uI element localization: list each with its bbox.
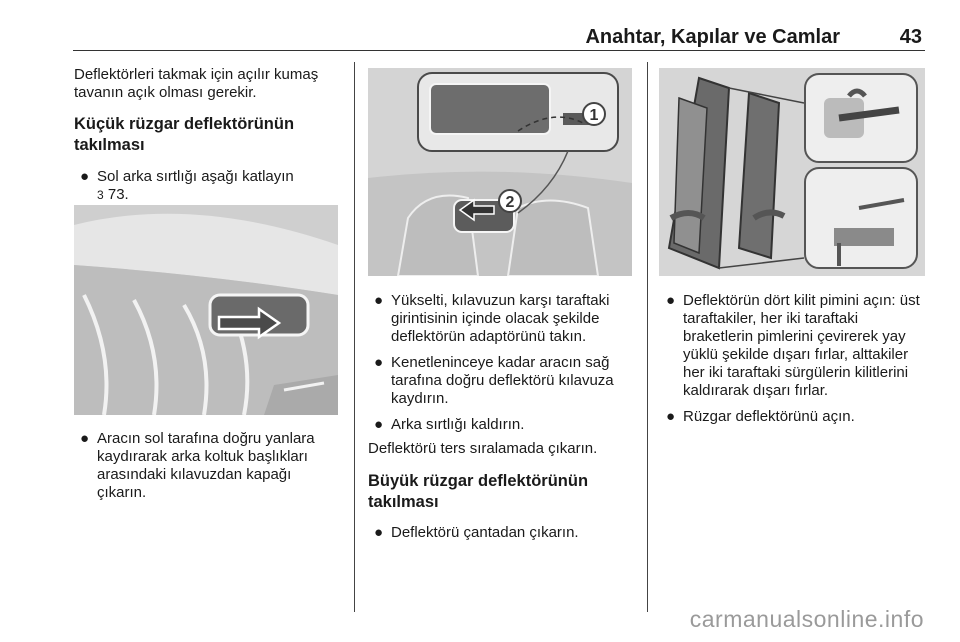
header-rule xyxy=(73,50,925,51)
bullet-text: Rüzgar deflektörünü açın. xyxy=(683,408,855,425)
bullet-remove-cover xyxy=(74,430,344,502)
bullet-take-out-bag xyxy=(368,524,640,542)
page-number: 43 xyxy=(899,26,922,48)
callout-2-label: 2 xyxy=(505,194,515,211)
small-deflector-heading: Küçük rüzgar deflektörünün takılması xyxy=(74,115,295,154)
bullet-text: Kenetleninceye kadar aracın sağ tarafına doğru deflektörü kılavuza kaydırın. xyxy=(391,354,614,407)
bullet-dot: ● xyxy=(80,168,90,185)
bullet-text: Deflektörü çantadan çıkarın. xyxy=(391,524,579,541)
bullet-dot: ● xyxy=(374,292,384,309)
bullet-dot: ● xyxy=(666,292,676,309)
bullet-text: Yükselti, kılavuzun karşı taraftaki girintisinin içinde olacak şekilde deflektörün adaptörünü takın. xyxy=(391,292,610,345)
page-reference-icon[interactable]: 3 xyxy=(97,188,104,202)
large-deflector-drawing xyxy=(659,68,925,276)
page-header xyxy=(0,0,960,52)
column-divider-2 xyxy=(647,62,648,612)
illustration-large-deflector xyxy=(659,68,925,276)
section-title: Anahtar, Kapılar ve Camlar xyxy=(585,26,840,48)
bullet-dot: ● xyxy=(374,416,384,433)
illustration-adapter-mirror xyxy=(368,68,632,276)
bullet-dot: ● xyxy=(80,430,90,447)
watermark: carmanualsonline.info xyxy=(689,606,924,632)
bullet-slide-deflector xyxy=(368,354,640,408)
bullet-dot: ● xyxy=(666,408,676,425)
cover-removal-drawing xyxy=(74,205,338,415)
bullet-raise-backrest xyxy=(368,416,640,434)
illustration-cover-removal xyxy=(74,205,338,415)
column-1 xyxy=(74,62,344,204)
intro-paragraph: Deflektörleri takmak için açılır kumaş tavanın açık olması gerekir. xyxy=(74,66,319,101)
column-1-lower xyxy=(74,430,344,502)
bullet-text: Sol arka sırtlığı aşağı katlayın xyxy=(97,168,294,185)
bullet-text: Deflektörün dört kilit pimini açın: üst taraftakiler, her iki taraftaki braketlerin pimlerini çevirerek yay yüklü şekilde dışarı fırlar, alttakiler her iki taraftaki sürgülerin kilitlerini kaldırarak dışarı fırlar. xyxy=(683,292,920,399)
large-deflector-heading: Büyük rüzgar deflektörünün takılması xyxy=(368,472,589,511)
column-divider-1 xyxy=(354,62,355,612)
page-reference[interactable]: 73. xyxy=(107,186,129,203)
bullet-fold-backrest xyxy=(74,168,344,204)
bullet-dot: ● xyxy=(374,354,384,371)
bullet-open-pins xyxy=(660,292,930,400)
bullet-open-deflector xyxy=(660,408,930,426)
bullet-insert-adapter xyxy=(368,292,640,346)
callout-1-label: 1 xyxy=(589,107,599,124)
bullet-text: Arka sırtlığı kaldırın. xyxy=(391,416,525,433)
column-2-text xyxy=(368,292,640,542)
bullet-dot: ● xyxy=(374,524,384,541)
removal-paragraph: Deflektörü ters sıralamada çıkarın. xyxy=(368,440,598,457)
column-3-text xyxy=(660,292,930,426)
adapter-mirror-drawing xyxy=(368,68,632,276)
bullet-text: Aracın sol tarafına doğru yanlara kaydırarak arka koltuk başlıkları arasındaki kılavuzdan kapağı çıkarın. xyxy=(97,430,315,501)
